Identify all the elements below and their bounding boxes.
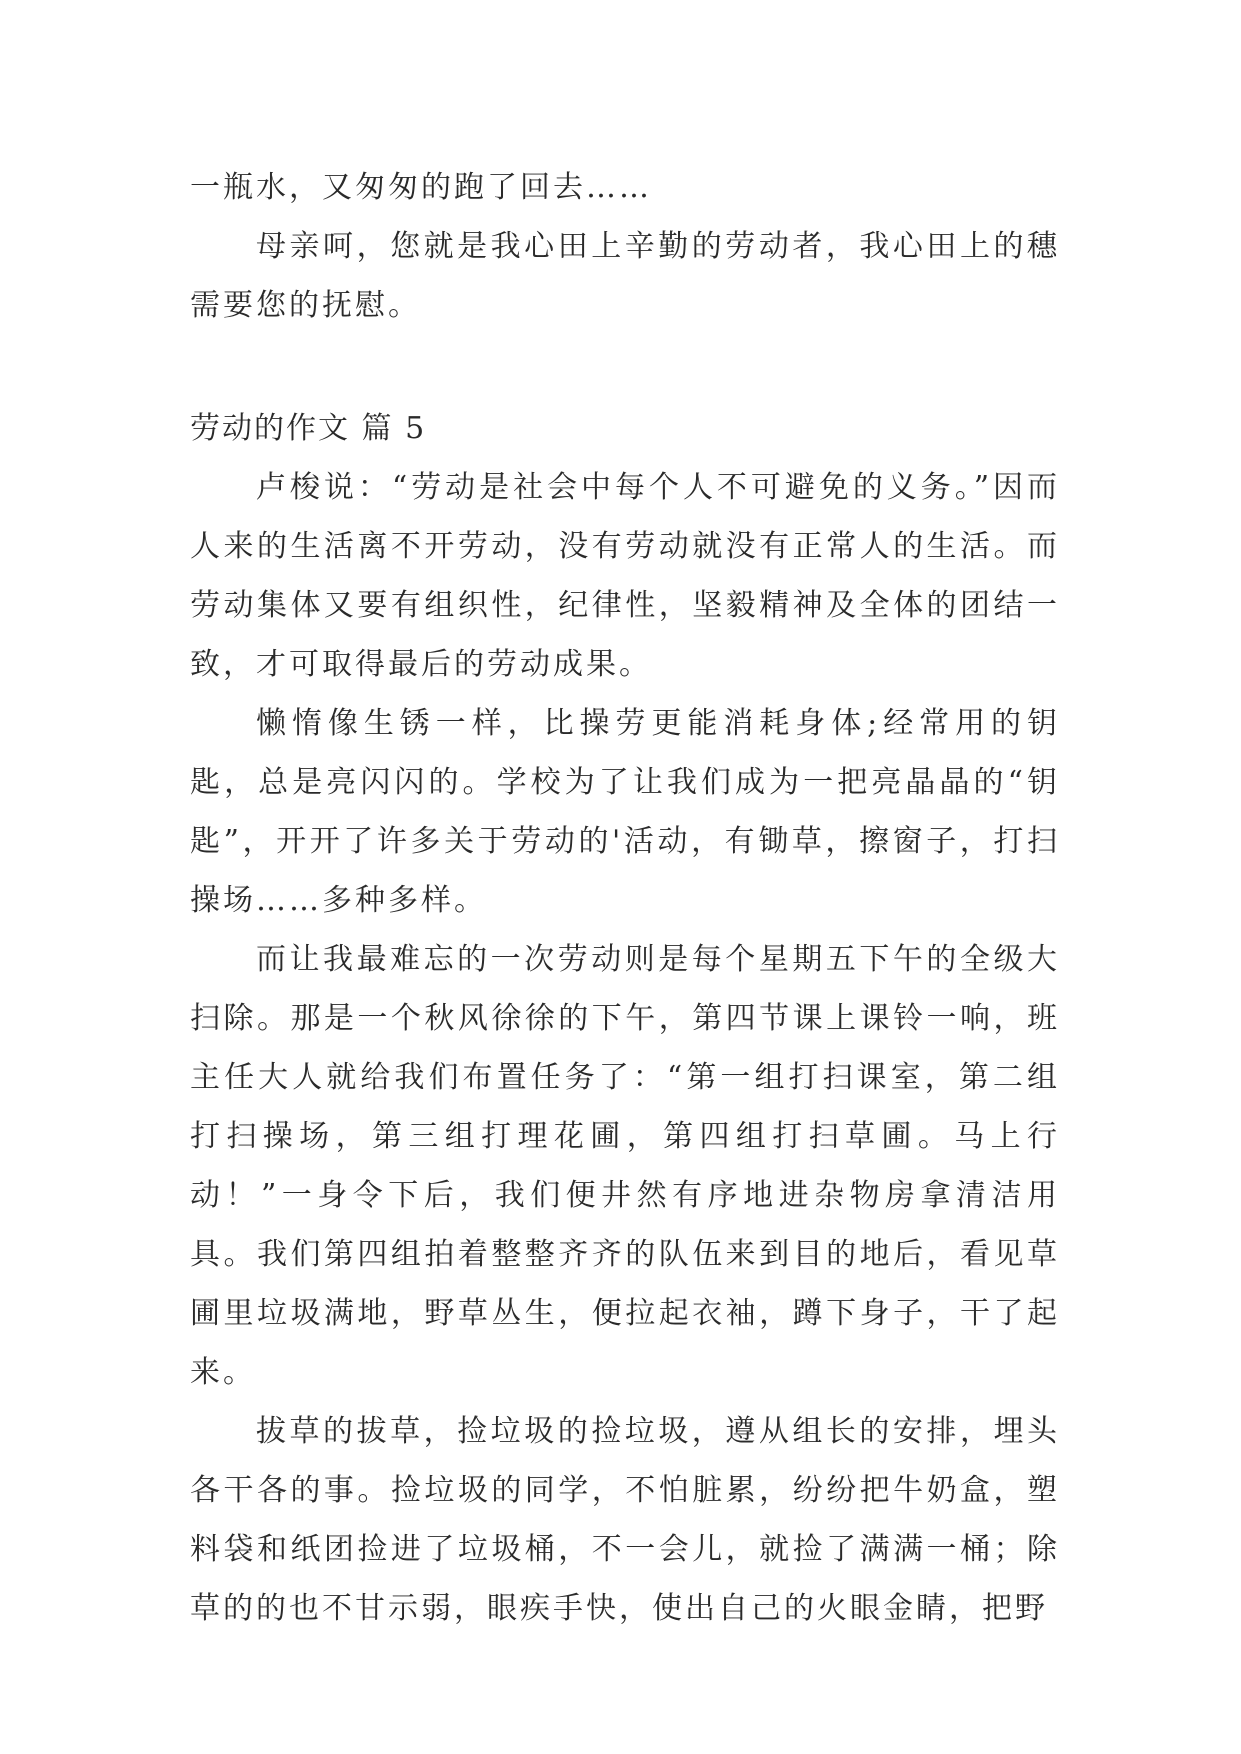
section-title: 劳动的作文 篇 5 [190,411,427,446]
continuation-text: 一瓶水，又匆匆的跑了回去…… [190,170,652,205]
paragraph-4: 拔草的拔草，捡垃圾的捡垃圾，遵从组长的安排，埋头各干各的事。捡垃圾的同学，不怕脏累，纷纷把牛奶盒，塑料袋和纸团捡进了垃圾桶，不一会儿，就捡了满满一桶；除草的的也不甘示弱，眼疾手快，使出自己的火眼金睛，把野 [190,1414,1060,1626]
paragraph-3: 而让我最难忘的一次劳动则是每个星期五下午的全级大扫除。那是一个秋风徐徐的下午，第四节课上课铃一响，班主任大人就给我们布置任务了：“第一组打扫课室，第二组打扫操场，第三组打理花圃，第四组打扫草圃。马上行动！”一身令下后，我们便井然有序地进杂物房拿清洁用具。我们第四组拍着整整齐齐的队伍来到目的地后，看见草圃里垃圾满地，野草丛生，便拉起衣袖，蹲下身子，干了起来。 [190,942,1060,1390]
mother-paragraph: 母亲呵，您就是我心田上辛勤的劳动者，我心田上的穗需要您的抚慰。 [190,229,1060,323]
document-body [190,158,1060,1638]
paragraph-1: 卢梭说：“劳动是社会中每个人不可避免的义务。”因而人来的生活离不开劳动，没有劳动就没有正常人的生活。而劳动集体又要有组织性，纪律性，坚毅精神及全体的团结一致，才可取得最后的劳动成果。 [190,470,1060,682]
paragraph-2: 懒惰像生锈一样，比操劳更能消耗身体;经常用的钥匙，总是亮闪闪的。学校为了让我们成为一把亮晶晶的“钥匙”，开开了许多关于劳动的'活动，有锄草，擦窗子，打扫操场……多种多样。 [190,706,1060,918]
section-spacer [190,335,1060,399]
